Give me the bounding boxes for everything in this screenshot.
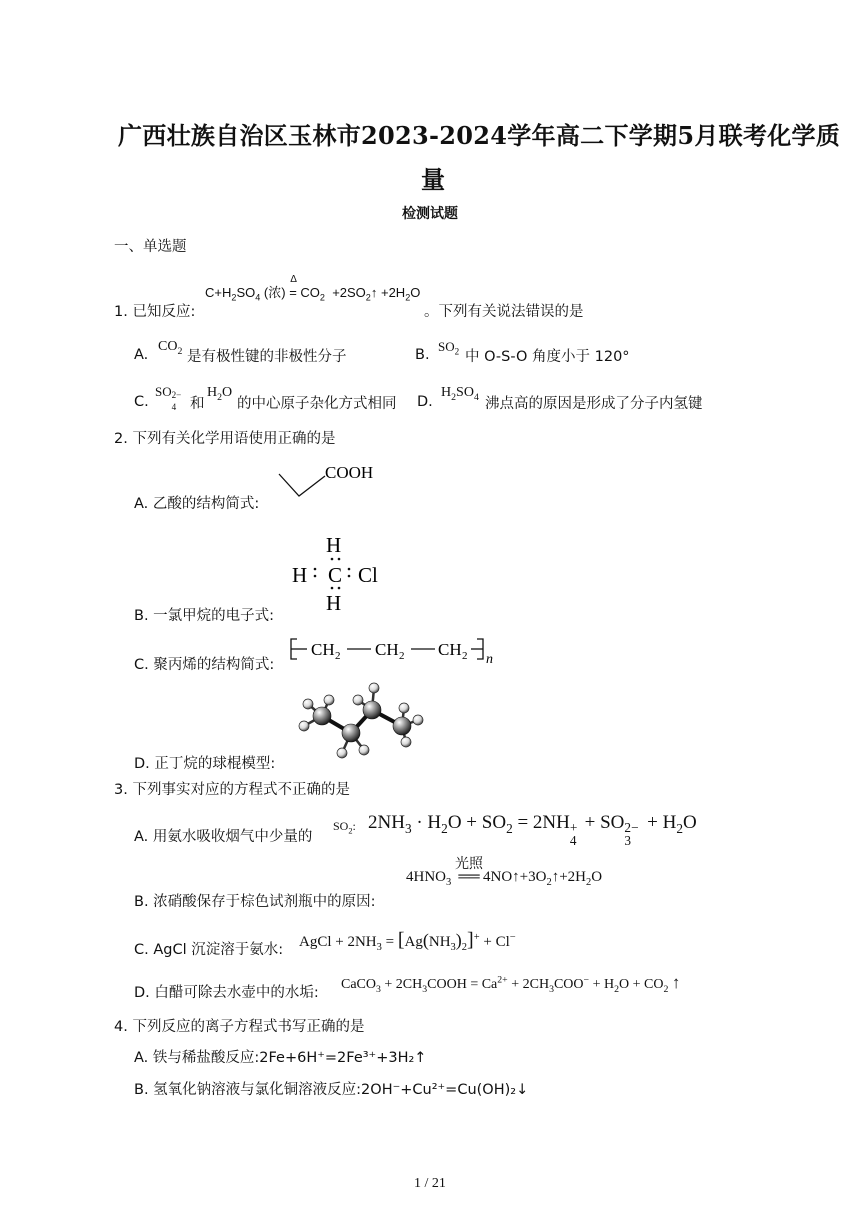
- q3-option-d: D. 白醋可除去水壶中的水垢:: [134, 985, 319, 1001]
- q1-option-c-label: C.: [134, 394, 149, 410]
- q4-option-b: B. 氢氧化钠溶液与氯化铜溶液反应:2OH⁻+Cu²⁺=Cu(OH)₂↓: [134, 1082, 529, 1098]
- q1-reaction-equation: $C+H_2SO_4$ (浓) = Δ $CO_2$ $+2SO_2↑ +2H_2O$: [205, 274, 421, 303]
- acetic-acid-structure: [275, 460, 395, 504]
- q2-option-d: D. 正丁烷的球棍模型:: [134, 756, 276, 772]
- page-title-line2: 量: [421, 165, 445, 194]
- svg-text:H: H: [292, 563, 308, 587]
- q3-option-a-equation: $2NH_3 \cdot H_2O + SO_2 = 2NH$ + 4 + SO 2− 3 + $H_2O$: [368, 812, 697, 848]
- section-heading: 一、单选题: [114, 239, 187, 255]
- q1-option-b-label: B.: [415, 347, 430, 363]
- q1-option-b-text: 中 O-S-O 角度小于 120°: [465, 349, 630, 365]
- q3-option-d-equation: CaCO$_3$ + $2CH_3COOH = Ca^{2+} + 2CH_3COO^- + H_2O + CO_2$ ↑: [341, 973, 681, 995]
- structure-group-label: COOH: [325, 463, 374, 482]
- q1-option-c-text: 的中心原子杂化方式相同: [237, 396, 397, 412]
- q1-option-d-formula: $H_2SO_4$: [441, 385, 479, 403]
- svg-text:Cl: Cl: [358, 563, 378, 587]
- svg-text:2: 2: [399, 650, 405, 662]
- svg-text:n: n: [486, 652, 493, 667]
- q1-option-c-formula-1: SO 2− 4: [155, 384, 182, 412]
- q2-option-c: C. 聚丙烯的结构简式:: [134, 657, 275, 673]
- butane-ball-stick-model: [296, 678, 431, 763]
- q3-option-c-equation: AgCl + $2NH_3 = [Ag(NH_3)_2]^+ + Cl^-$: [299, 929, 516, 953]
- page-title-line1: 广西壮族自治区玉林市2023-2024学年高二下学期5月联考化学质: [118, 121, 841, 150]
- reaction-condition: 光照: [455, 857, 483, 872]
- q1-option-c-formula-2: $H_2O$: [207, 385, 233, 403]
- svg-text:2: 2: [335, 650, 341, 662]
- q3-stem: 3. 下列事实对应的方程式不正确的是: [114, 782, 350, 798]
- q3-option-a: A. 用氨水吸收烟气中少量的: [134, 829, 313, 845]
- q1-option-a-text: 是有极性键的非极性分子: [187, 349, 347, 365]
- svg-text:CH: CH: [438, 640, 462, 659]
- q2-option-b: B. 一氯甲烷的电子式:: [134, 608, 275, 624]
- svg-text:CH: CH: [375, 640, 399, 659]
- page-number: 1 / 21: [414, 1176, 446, 1191]
- q1-option-d-label: D.: [417, 394, 433, 410]
- svg-text:CH: CH: [311, 640, 335, 659]
- q4-stem: 4. 下列反应的离子方程式书写正确的是: [114, 1019, 365, 1035]
- q1-option-d-text: 沸点高的原因是形成了分子内氢键: [485, 396, 703, 412]
- q3-option-b: B. 浓硝酸保存于棕色试剂瓶中的原因:: [134, 894, 376, 910]
- polypropylene-structure: [287, 633, 502, 667]
- svg-text:2: 2: [462, 650, 468, 662]
- page-subtitle: 检测试题: [402, 206, 458, 222]
- q3-option-b-equation: $4HNO_3$ 光照 ══ $4NO↑+3O_2↑+2H_2O$: [406, 869, 602, 888]
- q3-option-a-gas: $SO_2$:: [333, 819, 356, 836]
- q1-option-c-and: 和: [190, 396, 205, 412]
- svg-text:H: H: [326, 533, 342, 557]
- q2-stem: 2. 下列有关化学用语使用正确的是: [114, 431, 336, 447]
- q3-option-c: C. AgCl 沉淀溶于氨水:: [134, 942, 284, 958]
- svg-text:C: C: [328, 563, 343, 587]
- q1-option-a-label: A.: [134, 347, 149, 363]
- svg-text:H: H: [326, 591, 342, 615]
- q1-option-b-formula: $SO_2$: [438, 339, 460, 357]
- q1-stem-prefix: 1. 已知反应:: [114, 304, 196, 320]
- q1-option-a-formula: $CO_2$: [158, 339, 183, 357]
- q2-option-a: A. 乙酸的结构简式:: [134, 496, 260, 512]
- q4-option-a: A. 铁与稀盐酸反应:2Fe+6H⁺=2Fe³⁺+3H₂↑: [134, 1050, 427, 1066]
- chloromethane-electron-formula: [288, 530, 398, 616]
- q1-stem-suffix: 。下列有关说法错误的是: [424, 304, 584, 320]
